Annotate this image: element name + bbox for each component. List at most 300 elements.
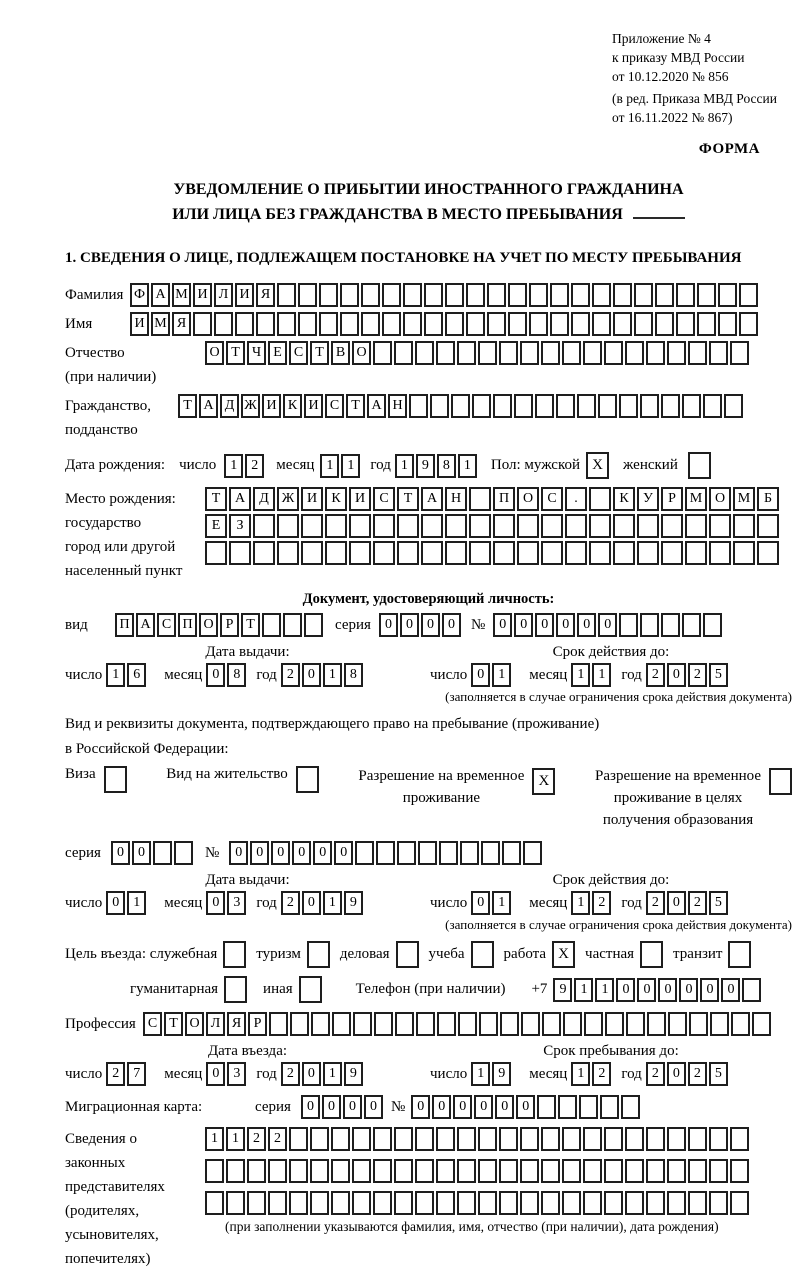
- char-cell[interactable]: Я: [256, 283, 275, 307]
- char-cell[interactable]: 1: [226, 1127, 245, 1151]
- char-cell[interactable]: [541, 1191, 560, 1215]
- char-cell[interactable]: [718, 312, 737, 336]
- char-cell[interactable]: [502, 841, 521, 865]
- char-cell[interactable]: 0: [322, 1095, 341, 1119]
- char-cell[interactable]: 1: [323, 891, 342, 915]
- char-cell[interactable]: [589, 541, 611, 565]
- residence-series-input[interactable]: [111, 841, 195, 865]
- char-cell[interactable]: 5: [709, 891, 728, 915]
- migration-series-input[interactable]: [301, 1095, 385, 1119]
- char-cell[interactable]: [667, 1191, 686, 1215]
- char-cell[interactable]: С: [143, 1012, 162, 1036]
- char-cell[interactable]: 0: [106, 891, 125, 915]
- char-cell[interactable]: [508, 312, 527, 336]
- char-cell[interactable]: [298, 312, 317, 336]
- char-cell[interactable]: 0: [471, 891, 490, 915]
- birthplace-input-row1[interactable]: [205, 487, 781, 511]
- residence-valid-year[interactable]: [646, 891, 730, 915]
- char-cell[interactable]: 0: [343, 1095, 362, 1119]
- purpose-other-checkbox[interactable]: [299, 976, 322, 1003]
- purpose-transit-checkbox[interactable]: [728, 941, 751, 968]
- char-cell[interactable]: 1: [571, 1062, 590, 1086]
- char-cell[interactable]: 8: [344, 663, 363, 687]
- char-cell[interactable]: [319, 283, 338, 307]
- char-cell[interactable]: [458, 1012, 477, 1036]
- char-cell[interactable]: 1: [323, 1062, 342, 1086]
- char-cell[interactable]: [637, 541, 659, 565]
- char-cell[interactable]: [697, 312, 716, 336]
- char-cell[interactable]: 3: [227, 1062, 246, 1086]
- char-cell[interactable]: 9: [553, 978, 572, 1002]
- char-cell[interactable]: К: [325, 487, 347, 511]
- char-cell[interactable]: [301, 541, 323, 565]
- char-cell[interactable]: [613, 283, 632, 307]
- char-cell[interactable]: Н: [445, 487, 467, 511]
- char-cell[interactable]: [235, 312, 254, 336]
- char-cell[interactable]: [730, 1127, 749, 1151]
- char-cell[interactable]: [340, 283, 359, 307]
- char-cell[interactable]: [289, 1191, 308, 1215]
- char-cell[interactable]: [277, 541, 299, 565]
- char-cell[interactable]: [565, 514, 587, 538]
- birthplace-input-row2[interactable]: [205, 514, 781, 538]
- char-cell[interactable]: [655, 283, 674, 307]
- char-cell[interactable]: [709, 541, 731, 565]
- identity-valid-day[interactable]: [471, 663, 513, 687]
- char-cell[interactable]: П: [493, 487, 515, 511]
- char-cell[interactable]: 2: [281, 663, 300, 687]
- char-cell[interactable]: [589, 514, 611, 538]
- char-cell[interactable]: [457, 1191, 476, 1215]
- char-cell[interactable]: [193, 312, 212, 336]
- char-cell[interactable]: С: [289, 341, 308, 365]
- char-cell[interactable]: [310, 1127, 329, 1151]
- char-cell[interactable]: [214, 312, 233, 336]
- purpose-tourism-checkbox[interactable]: [307, 941, 330, 968]
- char-cell[interactable]: [583, 1191, 602, 1215]
- char-cell[interactable]: 2: [268, 1127, 287, 1151]
- char-cell[interactable]: [541, 341, 560, 365]
- char-cell[interactable]: [253, 514, 275, 538]
- char-cell[interactable]: [752, 1012, 771, 1036]
- char-cell[interactable]: 9: [344, 891, 363, 915]
- char-cell[interactable]: [604, 1127, 623, 1151]
- char-cell[interactable]: [697, 283, 716, 307]
- char-cell[interactable]: 8: [227, 663, 246, 687]
- char-cell[interactable]: С: [325, 394, 344, 418]
- char-cell[interactable]: [478, 1127, 497, 1151]
- char-cell[interactable]: 9: [416, 454, 435, 478]
- char-cell[interactable]: [373, 1191, 392, 1215]
- char-cell[interactable]: [541, 1127, 560, 1151]
- char-cell[interactable]: [562, 341, 581, 365]
- char-cell[interactable]: [550, 312, 569, 336]
- identity-vid-input[interactable]: [115, 613, 325, 637]
- char-cell[interactable]: 2: [592, 891, 611, 915]
- char-cell[interactable]: [667, 1127, 686, 1151]
- char-cell[interactable]: [647, 1012, 666, 1036]
- char-cell[interactable]: Ж: [241, 394, 260, 418]
- char-cell[interactable]: [499, 341, 518, 365]
- char-cell[interactable]: 0: [471, 663, 490, 687]
- char-cell[interactable]: [421, 541, 443, 565]
- char-cell[interactable]: 2: [688, 1062, 707, 1086]
- char-cell[interactable]: [479, 1012, 498, 1036]
- char-cell[interactable]: [445, 283, 464, 307]
- char-cell[interactable]: [373, 541, 395, 565]
- char-cell[interactable]: [688, 1191, 707, 1215]
- char-cell[interactable]: 0: [250, 841, 269, 865]
- char-cell[interactable]: [397, 514, 419, 538]
- char-cell[interactable]: 0: [516, 1095, 535, 1119]
- name-input[interactable]: [130, 312, 760, 336]
- char-cell[interactable]: О: [709, 487, 731, 511]
- entry-day[interactable]: [106, 1062, 148, 1086]
- char-cell[interactable]: [688, 341, 707, 365]
- char-cell[interactable]: [718, 283, 737, 307]
- char-cell[interactable]: [613, 541, 635, 565]
- char-cell[interactable]: [415, 341, 434, 365]
- char-cell[interactable]: [625, 341, 644, 365]
- char-cell[interactable]: [668, 1012, 687, 1036]
- char-cell[interactable]: [457, 1127, 476, 1151]
- char-cell[interactable]: 0: [334, 841, 353, 865]
- char-cell[interactable]: [640, 394, 659, 418]
- char-cell[interactable]: [361, 312, 380, 336]
- char-cell[interactable]: [688, 1127, 707, 1151]
- char-cell[interactable]: 0: [637, 978, 656, 1002]
- char-cell[interactable]: [373, 1127, 392, 1151]
- char-cell[interactable]: В: [331, 341, 350, 365]
- char-cell[interactable]: [731, 1012, 750, 1036]
- char-cell[interactable]: [508, 283, 527, 307]
- purpose-official-checkbox[interactable]: [223, 941, 246, 968]
- char-cell[interactable]: 0: [667, 1062, 686, 1086]
- char-cell[interactable]: Я: [172, 312, 191, 336]
- residence-issue-month[interactable]: [206, 891, 248, 915]
- char-cell[interactable]: 3: [227, 891, 246, 915]
- char-cell[interactable]: [445, 514, 467, 538]
- char-cell[interactable]: [457, 341, 476, 365]
- char-cell[interactable]: [710, 1012, 729, 1036]
- char-cell[interactable]: [604, 1191, 623, 1215]
- char-cell[interactable]: О: [352, 341, 371, 365]
- char-cell[interactable]: 0: [271, 841, 290, 865]
- char-cell[interactable]: [469, 514, 491, 538]
- char-cell[interactable]: 2: [247, 1127, 266, 1151]
- char-cell[interactable]: [562, 1191, 581, 1215]
- char-cell[interactable]: 2: [281, 1062, 300, 1086]
- char-cell[interactable]: [592, 283, 611, 307]
- char-cell[interactable]: [311, 1012, 330, 1036]
- char-cell[interactable]: [542, 1012, 561, 1036]
- char-cell[interactable]: [541, 514, 563, 538]
- char-cell[interactable]: И: [304, 394, 323, 418]
- char-cell[interactable]: 0: [598, 613, 617, 637]
- phone-input[interactable]: [553, 978, 763, 1002]
- char-cell[interactable]: [421, 514, 443, 538]
- char-cell[interactable]: [304, 613, 323, 637]
- char-cell[interactable]: С: [157, 613, 176, 637]
- char-cell[interactable]: 0: [616, 978, 635, 1002]
- char-cell[interactable]: Л: [214, 283, 233, 307]
- char-cell[interactable]: [253, 541, 275, 565]
- char-cell[interactable]: [541, 541, 563, 565]
- char-cell[interactable]: [355, 841, 374, 865]
- char-cell[interactable]: [353, 1012, 372, 1036]
- char-cell[interactable]: 1: [571, 891, 590, 915]
- char-cell[interactable]: [520, 1191, 539, 1215]
- char-cell[interactable]: А: [421, 487, 443, 511]
- char-cell[interactable]: [373, 341, 392, 365]
- char-cell[interactable]: [277, 514, 299, 538]
- char-cell[interactable]: А: [136, 613, 155, 637]
- char-cell[interactable]: 1: [127, 891, 146, 915]
- char-cell[interactable]: А: [229, 487, 251, 511]
- purpose-private-checkbox[interactable]: [640, 941, 663, 968]
- char-cell[interactable]: П: [178, 613, 197, 637]
- char-cell[interactable]: А: [151, 283, 170, 307]
- char-cell[interactable]: [382, 312, 401, 336]
- char-cell[interactable]: [226, 1191, 245, 1215]
- char-cell[interactable]: Д: [253, 487, 275, 511]
- char-cell[interactable]: 0: [292, 841, 311, 865]
- char-cell[interactable]: [430, 394, 449, 418]
- temporary-residence-checkbox[interactable]: X: [532, 768, 555, 795]
- char-cell[interactable]: К: [613, 487, 635, 511]
- char-cell[interactable]: [583, 341, 602, 365]
- char-cell[interactable]: 1: [492, 663, 511, 687]
- char-cell[interactable]: 0: [721, 978, 740, 1002]
- char-cell[interactable]: А: [367, 394, 386, 418]
- char-cell[interactable]: 0: [556, 613, 575, 637]
- char-cell[interactable]: [262, 613, 281, 637]
- char-cell[interactable]: С: [373, 487, 395, 511]
- char-cell[interactable]: 6: [127, 663, 146, 687]
- char-cell[interactable]: У: [637, 487, 659, 511]
- char-cell[interactable]: Р: [220, 613, 239, 637]
- char-cell[interactable]: 1: [458, 454, 477, 478]
- char-cell[interactable]: [289, 1127, 308, 1151]
- char-cell[interactable]: [469, 487, 491, 511]
- char-cell[interactable]: Ч: [247, 341, 266, 365]
- char-cell[interactable]: Т: [346, 394, 365, 418]
- char-cell[interactable]: [709, 1191, 728, 1215]
- char-cell[interactable]: 2: [646, 1062, 665, 1086]
- char-cell[interactable]: Е: [205, 514, 227, 538]
- char-cell[interactable]: 0: [667, 663, 686, 687]
- legal-reps-input-row3[interactable]: [205, 1191, 751, 1215]
- char-cell[interactable]: [577, 394, 596, 418]
- char-cell[interactable]: [517, 541, 539, 565]
- char-cell[interactable]: [600, 1095, 619, 1119]
- char-cell[interactable]: З: [229, 514, 251, 538]
- char-cell[interactable]: 2: [688, 891, 707, 915]
- stay-day[interactable]: [471, 1062, 513, 1086]
- char-cell[interactable]: 0: [206, 663, 225, 687]
- purpose-humanitarian-checkbox[interactable]: [224, 976, 247, 1003]
- char-cell[interactable]: [685, 541, 707, 565]
- char-cell[interactable]: [682, 394, 701, 418]
- char-cell[interactable]: [676, 283, 695, 307]
- char-cell[interactable]: [416, 1012, 435, 1036]
- char-cell[interactable]: [565, 541, 587, 565]
- char-cell[interactable]: 1: [341, 454, 360, 478]
- char-cell[interactable]: [689, 1012, 708, 1036]
- char-cell[interactable]: 7: [127, 1062, 146, 1086]
- char-cell[interactable]: [451, 394, 470, 418]
- char-cell[interactable]: [556, 394, 575, 418]
- char-cell[interactable]: [730, 341, 749, 365]
- char-cell[interactable]: [613, 514, 635, 538]
- char-cell[interactable]: 0: [111, 841, 130, 865]
- char-cell[interactable]: [268, 1191, 287, 1215]
- char-cell[interactable]: О: [517, 487, 539, 511]
- char-cell[interactable]: 0: [302, 663, 321, 687]
- char-cell[interactable]: Т: [241, 613, 260, 637]
- char-cell[interactable]: [514, 394, 533, 418]
- char-cell[interactable]: [205, 541, 227, 565]
- char-cell[interactable]: [415, 1127, 434, 1151]
- char-cell[interactable]: И: [235, 283, 254, 307]
- char-cell[interactable]: [340, 312, 359, 336]
- patronymic-input[interactable]: [205, 341, 751, 365]
- char-cell[interactable]: 0: [206, 1062, 225, 1086]
- char-cell[interactable]: Т: [205, 487, 227, 511]
- char-cell[interactable]: 0: [132, 841, 151, 865]
- char-cell[interactable]: [487, 312, 506, 336]
- char-cell[interactable]: И: [130, 312, 149, 336]
- char-cell[interactable]: Р: [248, 1012, 267, 1036]
- char-cell[interactable]: [646, 341, 665, 365]
- char-cell[interactable]: [739, 283, 758, 307]
- char-cell[interactable]: [436, 341, 455, 365]
- char-cell[interactable]: [571, 312, 590, 336]
- char-cell[interactable]: [676, 312, 695, 336]
- char-cell[interactable]: [634, 312, 653, 336]
- char-cell[interactable]: [589, 487, 611, 511]
- residence-valid-month[interactable]: [571, 891, 613, 915]
- char-cell[interactable]: 2: [106, 1062, 125, 1086]
- char-cell[interactable]: [520, 1127, 539, 1151]
- char-cell[interactable]: Н: [388, 394, 407, 418]
- char-cell[interactable]: [394, 341, 413, 365]
- char-cell[interactable]: 2: [245, 454, 264, 478]
- char-cell[interactable]: [466, 283, 485, 307]
- char-cell[interactable]: [625, 1127, 644, 1151]
- char-cell[interactable]: [394, 1191, 413, 1215]
- residence-valid-day[interactable]: [471, 891, 513, 915]
- char-cell[interactable]: [409, 394, 428, 418]
- char-cell[interactable]: И: [349, 487, 371, 511]
- char-cell[interactable]: [685, 514, 707, 538]
- char-cell[interactable]: [558, 1095, 577, 1119]
- char-cell[interactable]: [709, 514, 731, 538]
- purpose-study-checkbox[interactable]: [471, 941, 494, 968]
- char-cell[interactable]: [382, 283, 401, 307]
- char-cell[interactable]: 0: [535, 613, 554, 637]
- char-cell[interactable]: [373, 514, 395, 538]
- char-cell[interactable]: [499, 1191, 518, 1215]
- purpose-work-checkbox[interactable]: X: [552, 941, 575, 968]
- char-cell[interactable]: [661, 613, 680, 637]
- char-cell[interactable]: [397, 841, 416, 865]
- char-cell[interactable]: [277, 283, 296, 307]
- char-cell[interactable]: Е: [268, 341, 287, 365]
- char-cell[interactable]: 0: [667, 891, 686, 915]
- purpose-business-checkbox[interactable]: [396, 941, 419, 968]
- char-cell[interactable]: [205, 1191, 224, 1215]
- char-cell[interactable]: [655, 312, 674, 336]
- char-cell[interactable]: [562, 1127, 581, 1151]
- char-cell[interactable]: 0: [411, 1095, 430, 1119]
- char-cell[interactable]: 0: [679, 978, 698, 1002]
- char-cell[interactable]: [626, 1012, 645, 1036]
- char-cell[interactable]: И: [262, 394, 281, 418]
- char-cell[interactable]: [436, 1191, 455, 1215]
- char-cell[interactable]: 1: [471, 1062, 490, 1086]
- char-cell[interactable]: [376, 841, 395, 865]
- char-cell[interactable]: [319, 312, 338, 336]
- char-cell[interactable]: [529, 312, 548, 336]
- char-cell[interactable]: Т: [164, 1012, 183, 1036]
- identity-issue-year[interactable]: [281, 663, 365, 687]
- char-cell[interactable]: [535, 394, 554, 418]
- char-cell[interactable]: 0: [313, 841, 332, 865]
- char-cell[interactable]: [520, 341, 539, 365]
- char-cell[interactable]: 1: [492, 891, 511, 915]
- char-cell[interactable]: [709, 1127, 728, 1151]
- char-cell[interactable]: [397, 541, 419, 565]
- char-cell[interactable]: [605, 1012, 624, 1036]
- char-cell[interactable]: [256, 312, 275, 336]
- char-cell[interactable]: [361, 283, 380, 307]
- char-cell[interactable]: [584, 1012, 603, 1036]
- char-cell[interactable]: П: [115, 613, 134, 637]
- identity-series-input[interactable]: [379, 613, 463, 637]
- char-cell[interactable]: 0: [302, 891, 321, 915]
- char-cell[interactable]: [521, 1012, 540, 1036]
- char-cell[interactable]: [298, 283, 317, 307]
- char-cell[interactable]: [436, 1127, 455, 1151]
- char-cell[interactable]: [395, 1012, 414, 1036]
- char-cell[interactable]: [757, 514, 779, 538]
- char-cell[interactable]: 0: [379, 613, 398, 637]
- char-cell[interactable]: [487, 283, 506, 307]
- char-cell[interactable]: [537, 1095, 556, 1119]
- char-cell[interactable]: [153, 841, 172, 865]
- char-cell[interactable]: 0: [442, 613, 461, 637]
- char-cell[interactable]: 1: [574, 978, 593, 1002]
- identity-valid-year[interactable]: [646, 663, 730, 687]
- entry-month[interactable]: [206, 1062, 248, 1086]
- char-cell[interactable]: [625, 1191, 644, 1215]
- char-cell[interactable]: [403, 312, 422, 336]
- char-cell[interactable]: О: [199, 613, 218, 637]
- stay-year[interactable]: [646, 1062, 730, 1086]
- residence-issue-day[interactable]: [106, 891, 148, 915]
- char-cell[interactable]: А: [199, 394, 218, 418]
- char-cell[interactable]: [439, 841, 458, 865]
- char-cell[interactable]: [604, 341, 623, 365]
- char-cell[interactable]: Ф: [130, 283, 149, 307]
- char-cell[interactable]: М: [733, 487, 755, 511]
- char-cell[interactable]: Р: [661, 487, 683, 511]
- identity-valid-month[interactable]: [571, 663, 613, 687]
- char-cell[interactable]: 1: [595, 978, 614, 1002]
- char-cell[interactable]: [529, 283, 548, 307]
- char-cell[interactable]: [499, 1127, 518, 1151]
